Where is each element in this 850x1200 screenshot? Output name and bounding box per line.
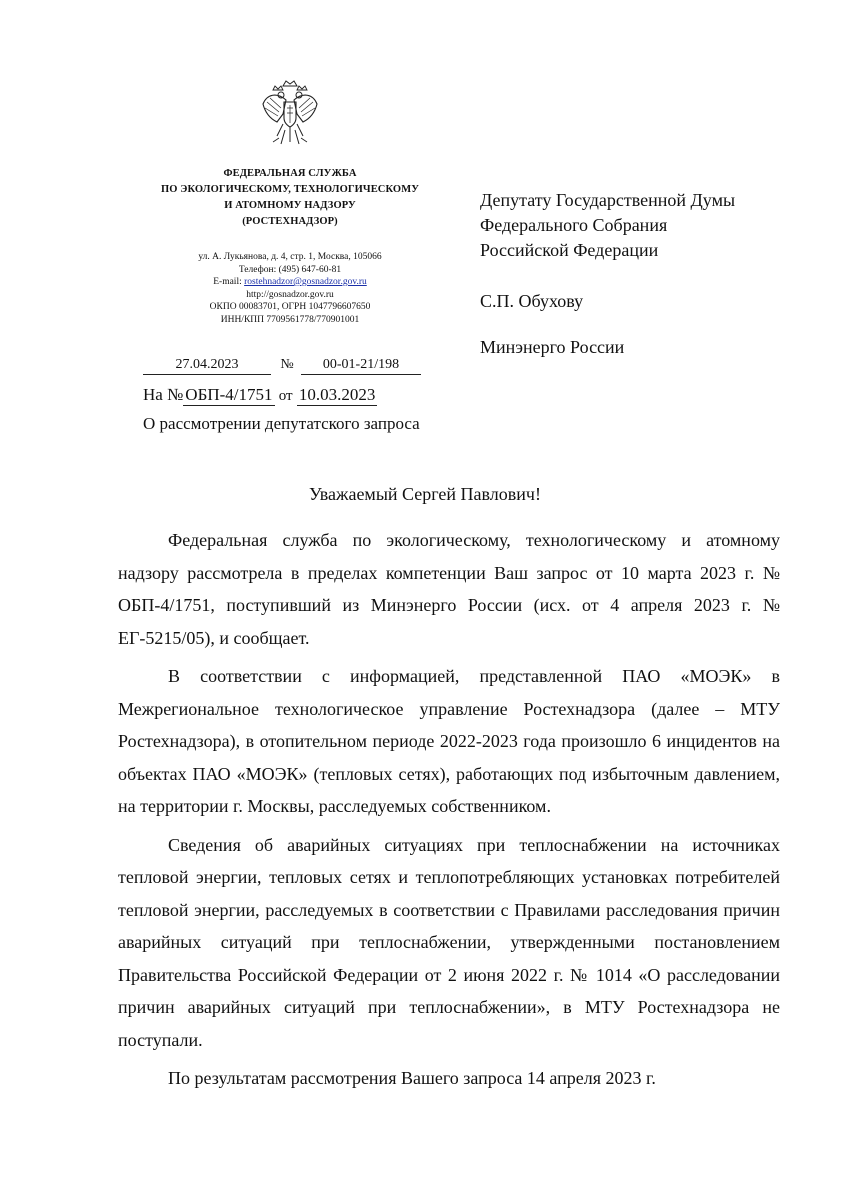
ref-number: ОБП-4/1751 <box>185 385 273 404</box>
agency-inn-kpp: ИНН/КПП 7709561778/770901001 <box>220 314 360 325</box>
addressee-line: Депутату Государственной Думы <box>480 190 736 210</box>
ref-prefix: На № <box>143 385 184 404</box>
email-link[interactable]: rostehnadzor@gosnadzor.gov.ru <box>244 277 367 287</box>
body-paragraph: По результатам рассмотрения Вашего запроса 14 апреля 2023 г. <box>168 1068 656 1088</box>
reference-line <box>143 385 377 406</box>
registration-number: 00-01-21/198 <box>301 357 421 375</box>
agency-address: ул. А. Лукьянова, д. 4, стр. 1, Москва, 105066 <box>198 252 382 262</box>
agency-phone: Телефон: (495) 647-60-81 <box>238 264 342 275</box>
agency-okpo-ogrn: ОКПО 00083701, ОГРН 1047796607650 <box>209 302 371 312</box>
body-paragraph: Сведения об аварийных ситуациях при теплоснабжении на источниках тепловой энергии, тепловых сетях и теплопотребляющих установках потребителей тепловой энергии, расследуемых в соответствии с Правилами расследования причин аварийных ситуаций при теплоснабжении, утвержденными постановлением Правительства Российской Федерации от 2 июня 2022 г. № 1014 «О расследовании причин аварийных ситуаций при теплоснабжении», в МТУ Ростехнадзора не поступали. <box>118 834 780 1050</box>
agency-line: (РОСТЕХНАДЗОР) <box>242 216 338 227</box>
addressee-copy: Минэнерго России <box>480 337 625 357</box>
number-sign: № <box>280 357 294 372</box>
russian-coat-of-arms-icon <box>259 78 321 150</box>
registration-date: 27.04.2023 <box>143 357 271 375</box>
email-label: E-mail: <box>213 277 245 287</box>
letter-body <box>118 524 780 1095</box>
agency-contacts <box>150 251 430 326</box>
body-paragraph: Федеральная служба по экологическому, технологическому и атомному надзору рассмотрела в пределах компетенции Ваш запрос от 10 марта 2023 г. № ОБП-4/1751, поступивший из Минэнерго России (исх. от 4 апреля 2023 г. № ЕГ-5215/05), и сообщает. <box>118 530 780 648</box>
agency-email-row <box>150 276 430 289</box>
registration-line <box>143 357 423 377</box>
addressee-name: С.П. Обухову <box>480 291 584 311</box>
ref-from: от <box>278 388 293 404</box>
agency-line: ФЕДЕРАЛЬНАЯ СЛУЖБА <box>223 168 357 179</box>
agency-name <box>150 166 430 230</box>
agency-website[interactable]: http://gosnadzor.gov.ru <box>246 289 334 300</box>
addressee-line: Федерального Собрания <box>480 215 668 235</box>
salutation: Уважаемый Сергей Павлович! <box>309 484 541 504</box>
body-paragraph: В соответствии с информацией, представленной ПАО «МОЭК» в Межрегиональное технологическое управление Ростехнадзора (далее – МТУ Ростехнадзора), в отопительном периоде 2022-2023 года произошло 6 инцидентов на объектах ПАО «МОЭК» (тепловых сетях), работающих под избыточным давлением, на территории г. Москвы, расследуемых собственником. <box>118 666 780 816</box>
agency-line: И АТОМНОМУ НАДЗОРУ <box>224 200 356 211</box>
agency-line: ПО ЭКОЛОГИЧЕСКОМУ, ТЕХНОЛОГИЧЕСКОМУ <box>160 184 420 195</box>
letter-subject: О рассмотрении депутатского запроса <box>143 414 420 433</box>
addressee-line: Российской Федерации <box>480 240 659 260</box>
addressee-block <box>480 188 800 360</box>
ref-date: 10.03.2023 <box>298 385 376 404</box>
